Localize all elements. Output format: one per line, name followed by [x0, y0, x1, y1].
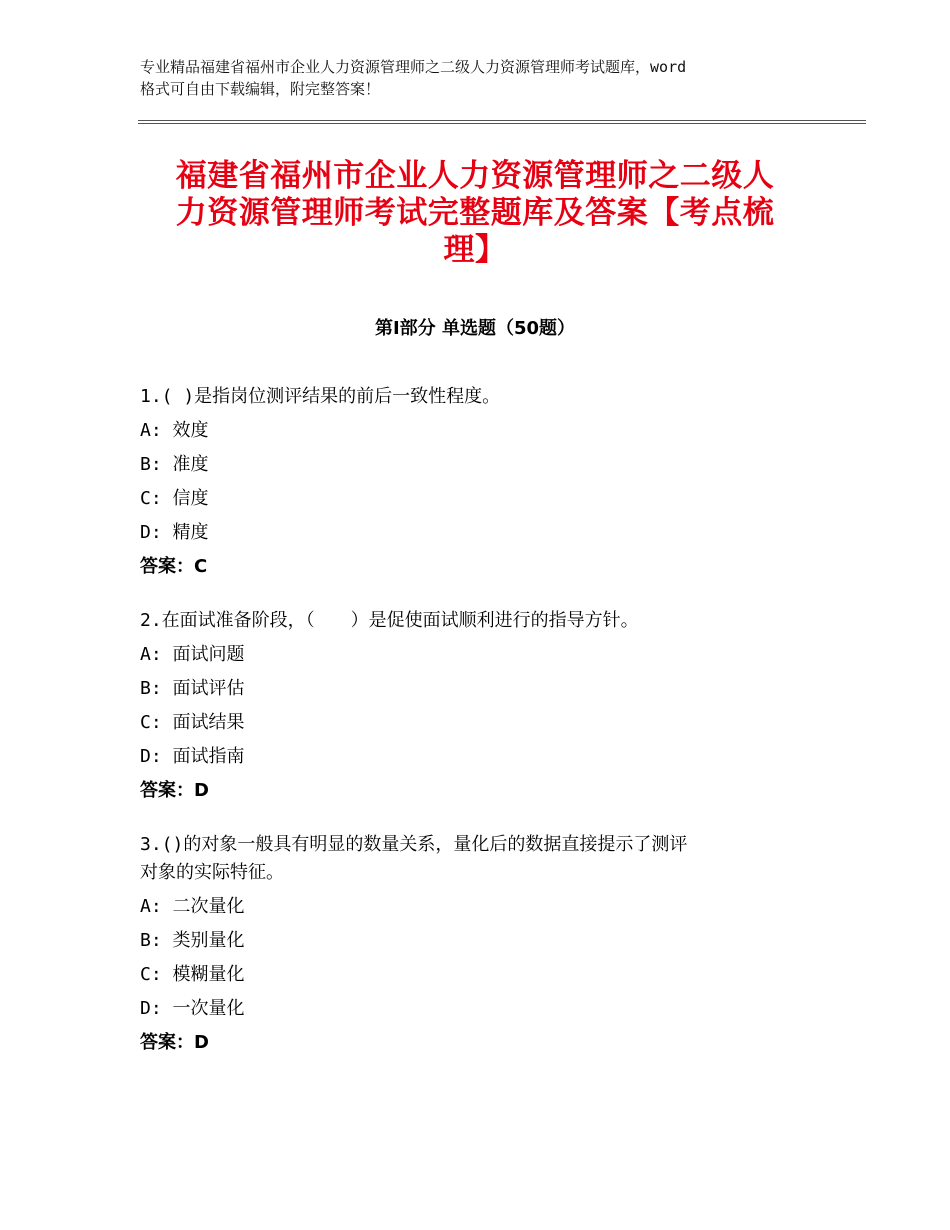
title-line: 福建省福州市企业人力资源管理师之二级人 — [175, 158, 775, 194]
option-c: C: 模糊量化 — [140, 964, 245, 985]
title-line: 理】 — [443, 232, 507, 268]
option-b: B: 类别量化 — [140, 930, 245, 951]
option-b: B: 面试评估 — [140, 678, 245, 699]
title-line: 力资源管理师考试完整题库及答案【考点梳 — [175, 195, 775, 231]
header-note — [140, 56, 830, 100]
header-note-line: 专业精品福建省福州市企业人力资源管理师之二级人力资源管理师考试题库，word — [140, 58, 687, 76]
question-item — [140, 831, 800, 1057]
question-item — [140, 383, 800, 581]
question-list — [140, 383, 800, 1083]
option-c: C: 面试结果 — [140, 712, 245, 733]
option-d: D: 一次量化 — [140, 998, 245, 1019]
question-stem: 2.在面试准备阶段，（ ）是促使面试顺利进行的指导方针。 — [140, 610, 639, 631]
answer-label: 答案：D — [140, 780, 209, 801]
question-stem-line: 对象的实际特征。 — [140, 862, 284, 883]
option-c: C: 信度 — [140, 488, 209, 509]
question-stem: 1.( )是指岗位测评结果的前后一致性程度。 — [140, 386, 501, 407]
question-stem — [140, 831, 800, 887]
option-d: D: 精度 — [140, 522, 209, 543]
document-title — [140, 158, 810, 269]
option-a: A: 效度 — [140, 420, 209, 441]
option-a: A: 面试问题 — [140, 644, 245, 665]
answer-label: 答案：D — [140, 1032, 209, 1053]
header-divider — [138, 120, 866, 124]
question-stem-line: 3.()的对象一般具有明显的数量关系，量化后的数据直接提示了测评 — [140, 834, 688, 855]
option-a: A: 二次量化 — [140, 896, 245, 917]
header-note-line: 格式可自由下载编辑，附完整答案！ — [140, 80, 381, 98]
option-b: B: 准度 — [140, 454, 209, 475]
section-heading: 第Ⅰ部分 单选题（50题） — [374, 318, 575, 339]
question-item — [140, 607, 800, 805]
option-d: D: 面试指南 — [140, 746, 245, 767]
answer-label: 答案：C — [140, 556, 208, 577]
